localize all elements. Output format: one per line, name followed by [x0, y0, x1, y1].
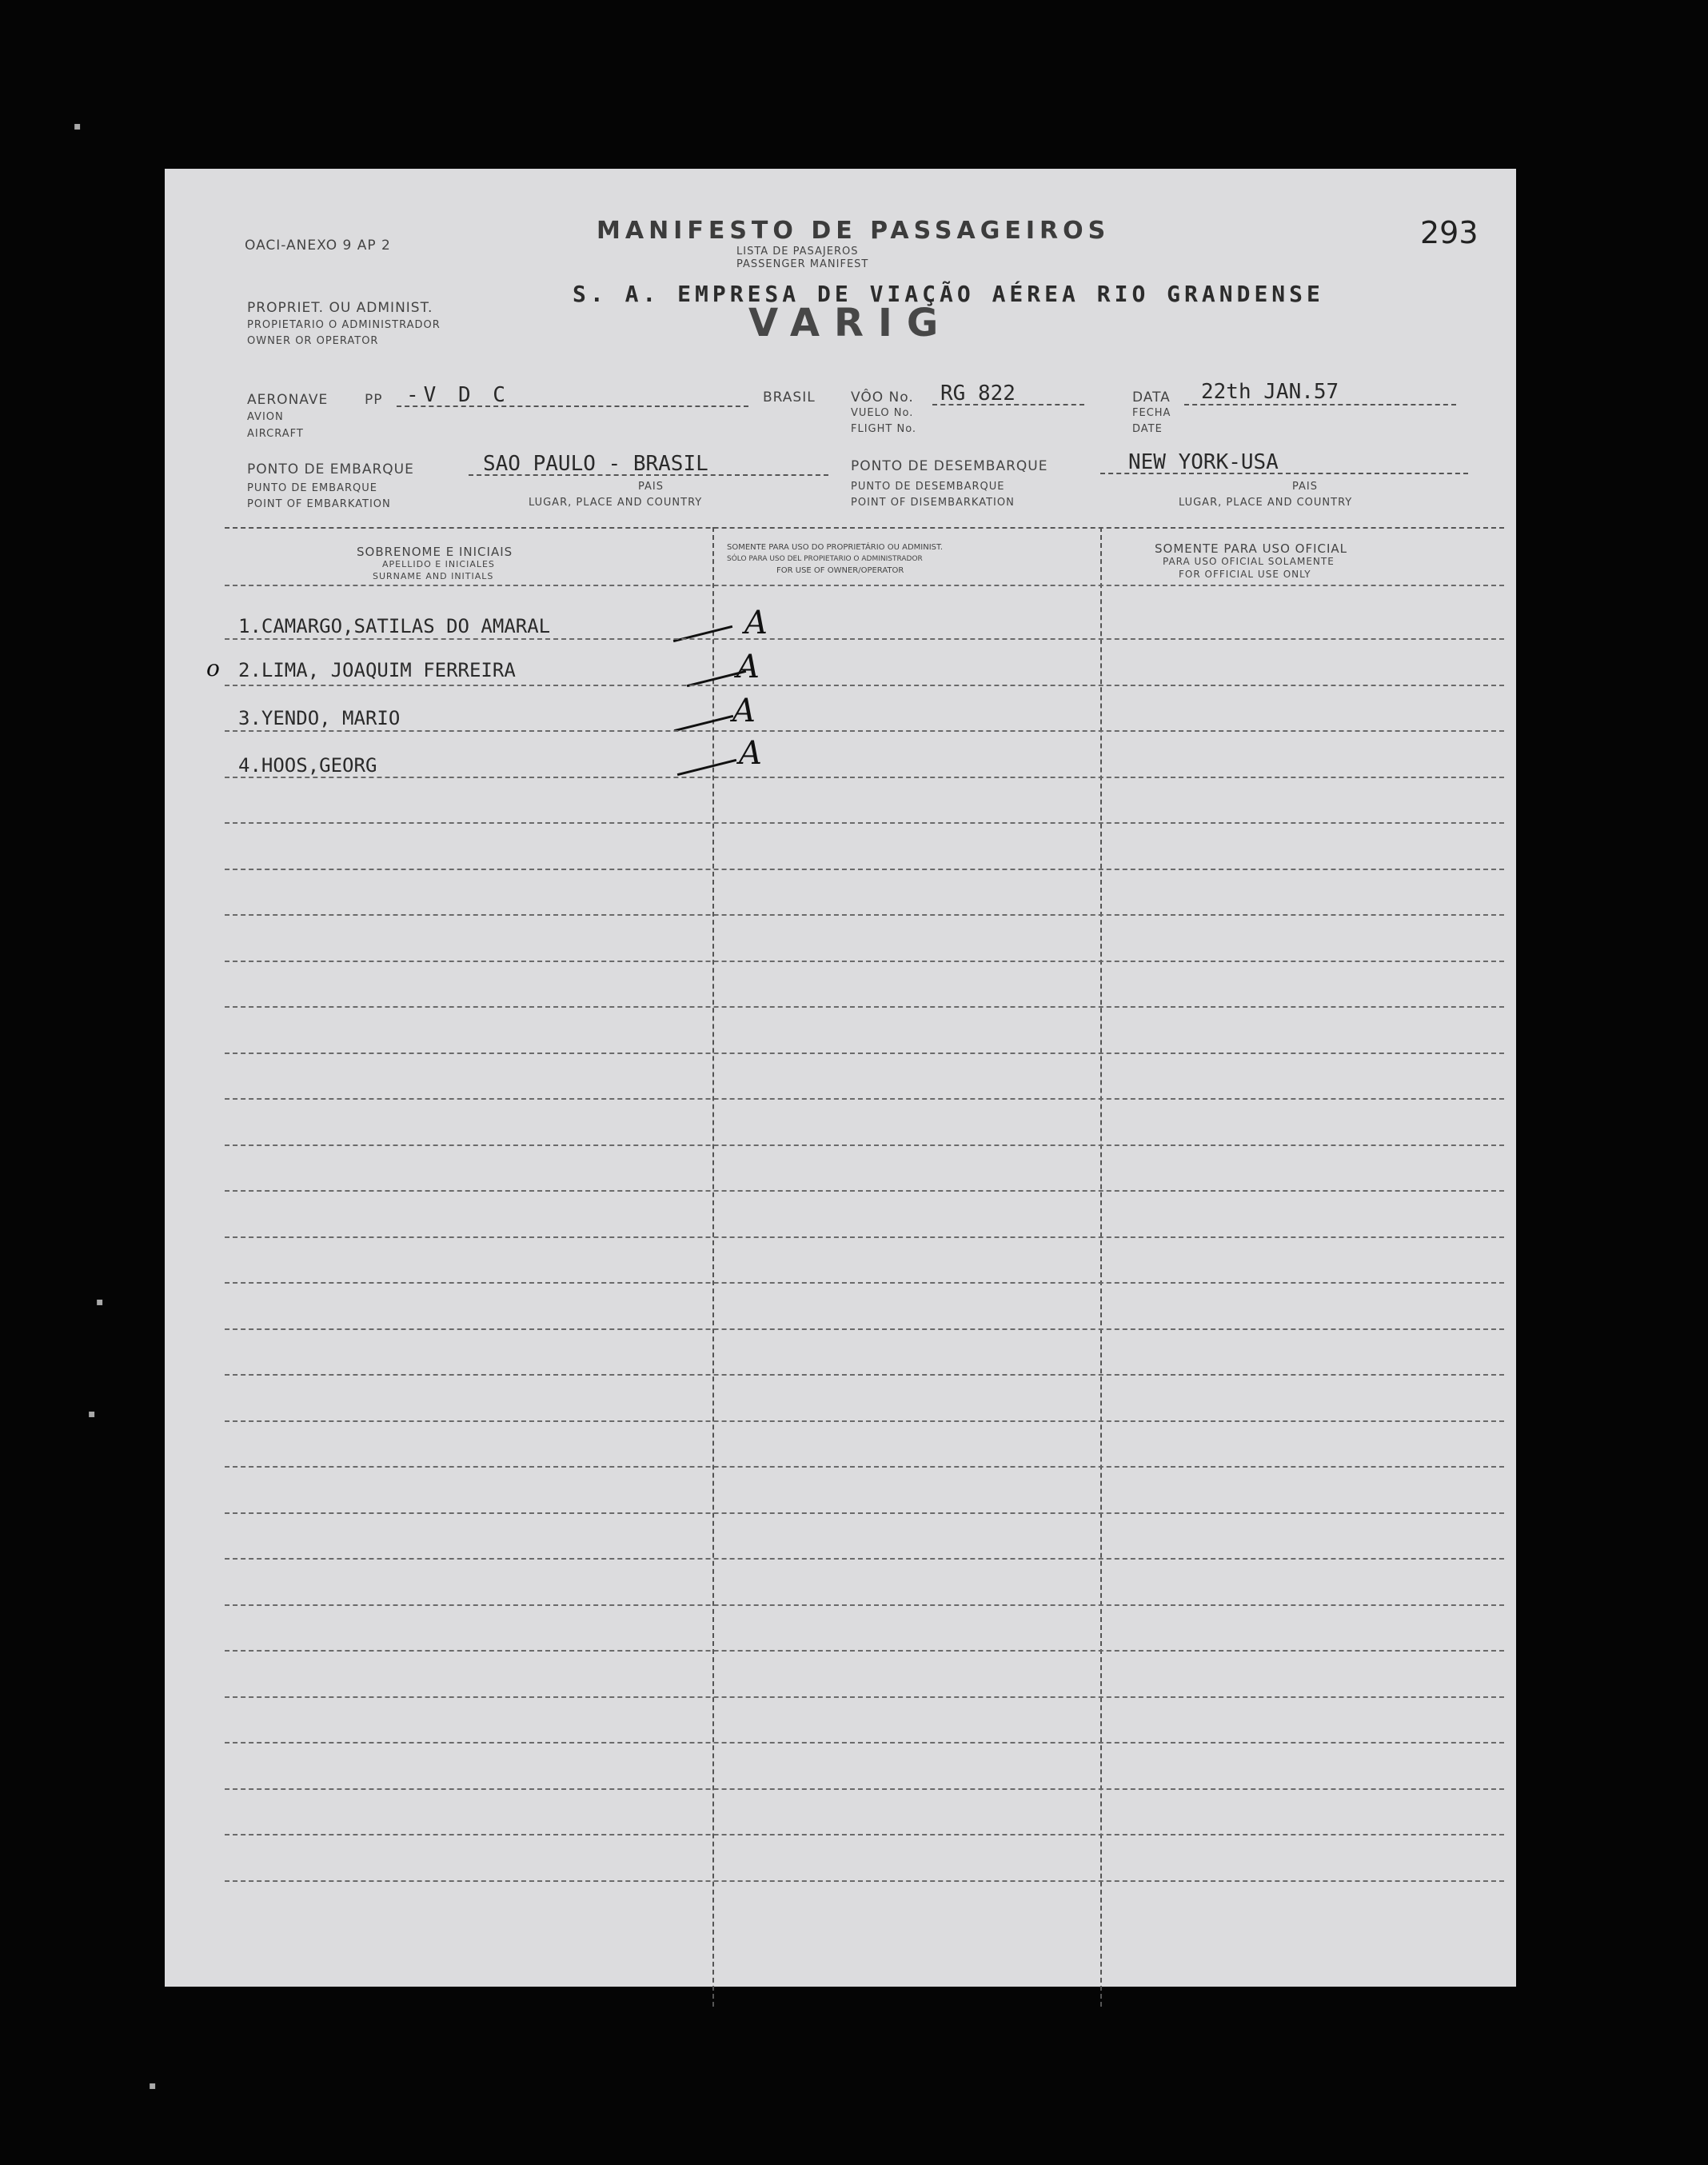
manifest-row-line: [225, 638, 1504, 640]
disembarkation-sub-en: LUGAR, PLACE AND COUNTRY: [1179, 497, 1353, 509]
manifest-row-line: [225, 1650, 1504, 1652]
manifest-row-line: [225, 1098, 1504, 1100]
passenger-4-mark: A: [739, 735, 762, 772]
manifest-row-line: [225, 1512, 1504, 1514]
aircraft-label-es: AVION: [247, 411, 284, 423]
manifest-row-line: [225, 1144, 1504, 1146]
date-label-en: DATE: [1132, 423, 1163, 435]
passenger-4-name: 4.HOOS,GEORG: [238, 754, 377, 777]
margin-mark: o: [206, 655, 220, 681]
passenger-2-mark: A: [736, 649, 760, 685]
col1-header-en: SURNAME AND INITIALS: [373, 571, 494, 581]
column-divider-1: [712, 527, 714, 2007]
manifest-row-line: [225, 730, 1504, 732]
manifest-title-es: LISTA DE PASAJEROS: [736, 246, 859, 258]
disembarkation-label-en: POINT OF DISEMBARKATION: [851, 497, 1015, 509]
aircraft-registration: -V D C: [406, 383, 510, 407]
operator-label-es: PROPIETARIO O ADMINISTRADOR: [247, 319, 441, 331]
embarkation-value: SAO PAULO - BRASIL: [483, 452, 708, 476]
flight-number: RG 822: [940, 381, 1016, 405]
manifest-row-line: [225, 1604, 1504, 1606]
passenger-1-name: 1.CAMARGO,SATILAS DO AMARAL: [238, 615, 551, 637]
embarkation-label-es: PUNTO DE EMBARQUE: [247, 482, 377, 494]
manifest-row-line: [225, 777, 1504, 778]
date-value: 22th JAN.57: [1201, 380, 1339, 404]
disembarkation-value: NEW YORK-USA: [1128, 450, 1279, 474]
col1-header: SOBRENOME E INICIAIS: [357, 545, 513, 559]
manifest-title: MANIFESTO DE PASSAGEIROS: [597, 217, 1111, 245]
manifest-title-en: PASSENGER MANIFEST: [736, 258, 869, 270]
aircraft-label-en: AIRCRAFT: [247, 428, 304, 440]
form-reference: OACI-ANEXO 9 AP 2: [245, 238, 391, 254]
manifest-row-line: [225, 1834, 1504, 1835]
flight-label-en: FLIGHT No.: [851, 423, 917, 435]
col3-header-es: PARA USO OFICIAL SOLAMENTE: [1163, 556, 1335, 567]
manifest-row-line: [225, 822, 1504, 824]
manifest-row-line: [225, 1880, 1504, 1882]
manifest-row-line: [225, 1420, 1504, 1422]
aircraft-label: AERONAVE: [247, 392, 329, 408]
aircraft-prefix: PP: [365, 392, 383, 408]
col1-header-es: APELLIDO E INICIALES: [382, 559, 495, 569]
embarkation-label-en: POINT OF EMBARKATION: [247, 498, 391, 510]
manifest-page: [165, 169, 1516, 1987]
manifest-row-line: [225, 1053, 1504, 1054]
manifest-row-line: [225, 1006, 1504, 1008]
embarkation-sub-es: PAIS: [638, 481, 664, 493]
manifest-row-line: [225, 685, 1504, 686]
passenger-3-name: 3.YENDO, MARIO: [238, 707, 401, 729]
disembarkation-sub-es: PAIS: [1292, 481, 1318, 493]
col3-header-en: FOR OFFICIAL USE ONLY: [1179, 569, 1311, 580]
disembarkation-label: PONTO DE DESEMBARQUE: [851, 458, 1048, 474]
manifest-row-line: [225, 1466, 1504, 1468]
manifest-row-line: [225, 1374, 1504, 1376]
col3-header: SOMENTE PARA USO OFICIAL: [1155, 541, 1348, 556]
manifest-row-line: [225, 1328, 1504, 1330]
manifest-row-line: [225, 1282, 1504, 1284]
operator-label-en: OWNER OR OPERATOR: [247, 335, 379, 347]
aircraft-nationality: BRASIL: [763, 389, 816, 405]
col2-header: SOMENTE PARA USO DO PROPRIETÁRIO OU ADMINIST.: [727, 543, 944, 552]
date-label: DATA: [1132, 389, 1171, 405]
date-label-es: FECHA: [1132, 407, 1171, 419]
col2-header-es: SÓLO PARA USO DEL PROPIETARIO O ADMINISTRADOR: [727, 555, 923, 563]
operator-name: S. A. EMPRESA DE VIAÇÃO AÉREA RIO GRANDENSE: [573, 281, 1324, 307]
manifest-row-line: [225, 1190, 1504, 1192]
manifest-row-line: [225, 1742, 1504, 1744]
embarkation-label: PONTO DE EMBARQUE: [247, 461, 414, 477]
column-divider-2: [1100, 527, 1102, 2007]
page-number: 293: [1420, 215, 1479, 250]
manifest-row-line: [225, 961, 1504, 962]
flight-label: VÔO No.: [851, 389, 914, 405]
passenger-2-name: 2.LIMA, JOAQUIM FERREIRA: [238, 659, 516, 681]
operator-brand: VARIG: [748, 301, 953, 346]
flight-label-es: VUELO No.: [851, 407, 914, 419]
manifest-row-line: [225, 1558, 1504, 1560]
manifest-row-line: [225, 1236, 1504, 1238]
operator-label: PROPRIET. OU ADMINIST.: [247, 300, 433, 316]
passenger-3-mark: A: [732, 693, 756, 729]
manifest-row-line: [225, 914, 1504, 916]
embarkation-sub-en: LUGAR, PLACE AND COUNTRY: [529, 497, 703, 509]
manifest-row-line: [225, 869, 1504, 870]
disembarkation-label-es: PUNTO DE DESEMBARQUE: [851, 481, 1005, 493]
passenger-1-mark: A: [744, 605, 768, 641]
col2-header-en: FOR USE OF OWNER/OPERATOR: [776, 566, 904, 575]
manifest-row-line: [225, 1788, 1504, 1790]
manifest-row-line: [225, 1696, 1504, 1698]
